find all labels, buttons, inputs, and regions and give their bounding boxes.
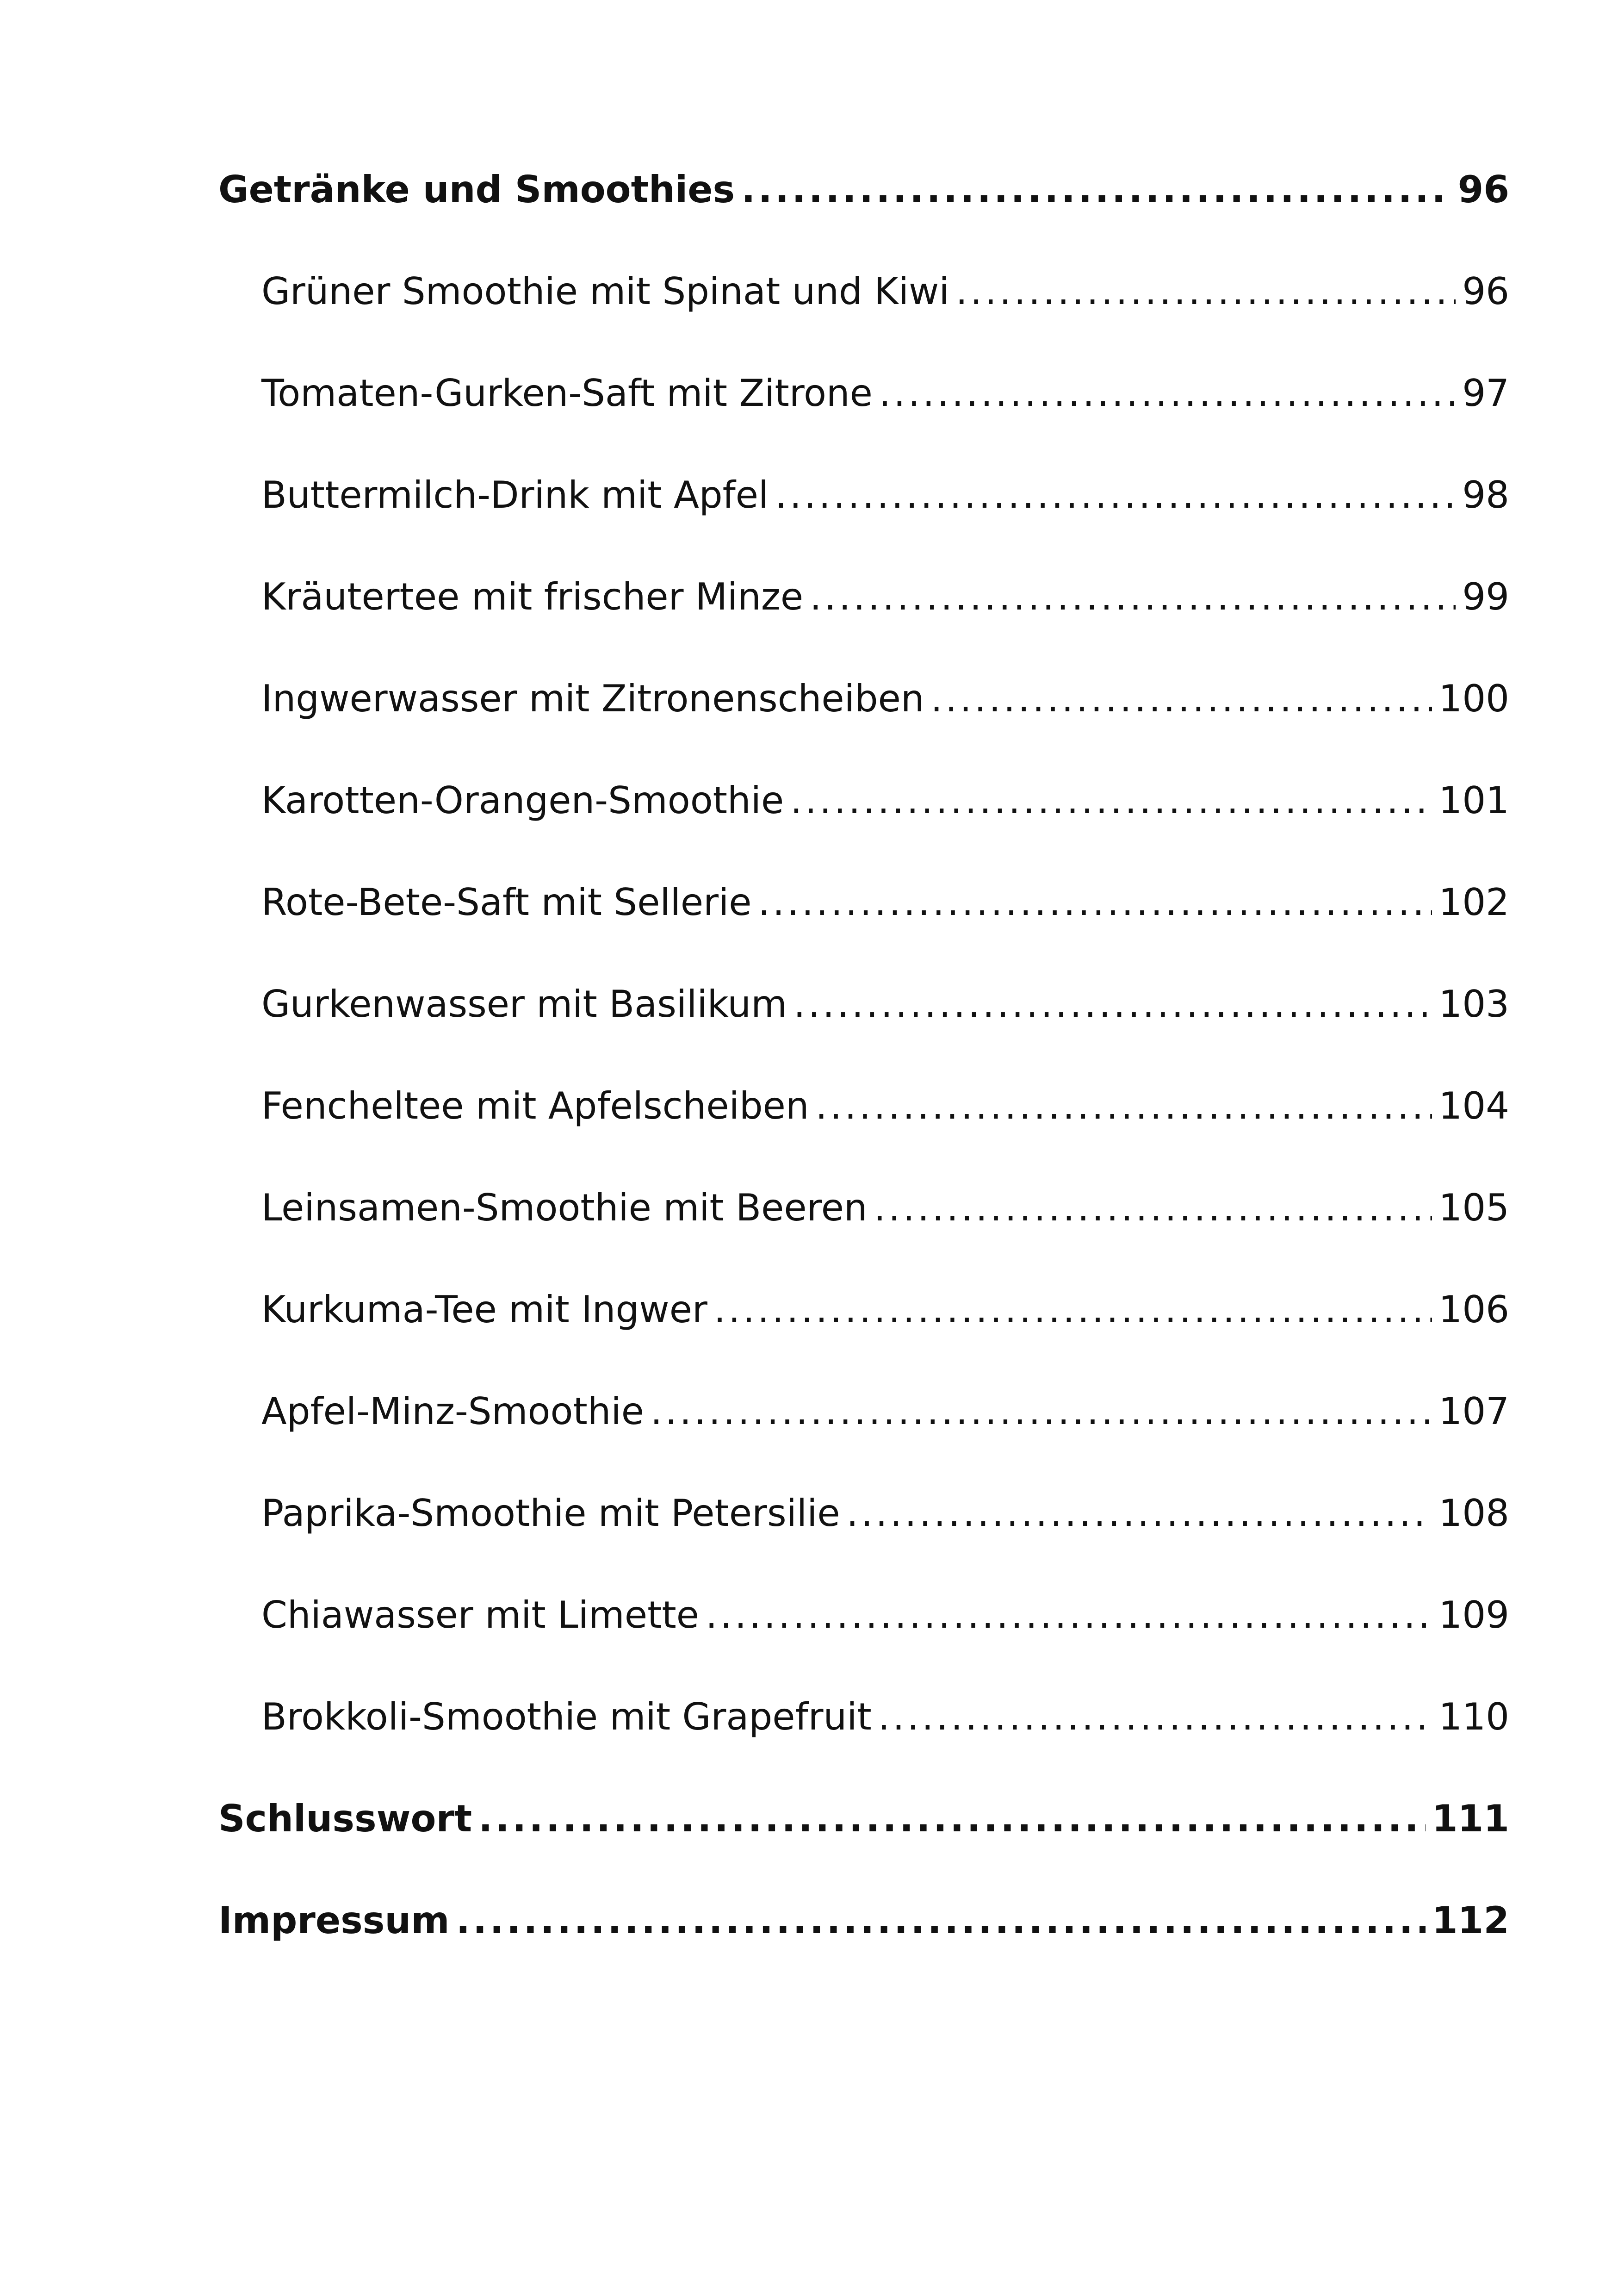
toc-entry-title: Chiawasser mit Limette bbox=[261, 1593, 700, 1636]
toc-section-entry bbox=[218, 1870, 1509, 1972]
toc-page-number: 109 bbox=[1438, 1593, 1509, 1636]
toc-dot-leader bbox=[956, 241, 1456, 342]
toc-entry-title: Tomaten-Gurken-Saft mit Zitrone bbox=[261, 372, 873, 415]
toc-page-number: 97 bbox=[1462, 372, 1509, 415]
toc-page-number: 111 bbox=[1432, 1797, 1509, 1840]
toc-subentry bbox=[218, 546, 1509, 648]
toc-subentry bbox=[218, 1259, 1509, 1361]
toc-dot-leader bbox=[879, 342, 1456, 444]
toc-dot-leader bbox=[874, 1157, 1432, 1259]
toc-subentry bbox=[218, 1157, 1509, 1259]
toc-dot-leader bbox=[758, 852, 1432, 953]
toc-subentry bbox=[218, 1361, 1509, 1462]
toc-subentry bbox=[218, 1055, 1509, 1157]
toc-entry-title: Apfel-Minz-Smoothie bbox=[261, 1390, 644, 1433]
toc-entry-title: Fencheltee mit Apfelscheiben bbox=[261, 1084, 809, 1127]
toc-entry-title: Impressum bbox=[218, 1899, 450, 1942]
toc-entry-title: Brokkoli-Smoothie mit Grapefruit bbox=[261, 1695, 872, 1738]
toc-section-entry bbox=[218, 1768, 1509, 1870]
toc-page-number: 103 bbox=[1438, 983, 1509, 1026]
toc-page-number: 105 bbox=[1438, 1186, 1509, 1229]
toc-dot-leader bbox=[456, 1870, 1426, 1972]
toc-page-number: 108 bbox=[1438, 1492, 1509, 1535]
toc-subentry bbox=[218, 953, 1509, 1055]
toc-subentry bbox=[218, 648, 1509, 750]
toc-dot-leader bbox=[847, 1462, 1432, 1564]
toc-entry-title: Kurkuma-Tee mit Ingwer bbox=[261, 1288, 707, 1331]
toc-subentry bbox=[218, 1462, 1509, 1564]
toc-page-number: 110 bbox=[1438, 1695, 1509, 1738]
toc-entry-title: Ingwerwasser mit Zitronenscheiben bbox=[261, 677, 924, 720]
toc-subentry bbox=[218, 241, 1509, 342]
toc-subentry bbox=[218, 750, 1509, 852]
toc-entry-title: Kräutertee mit frischer Minze bbox=[261, 575, 804, 618]
toc-page-number: 99 bbox=[1462, 575, 1509, 618]
toc-section-entry bbox=[218, 139, 1509, 241]
toc-page-number: 107 bbox=[1438, 1390, 1509, 1433]
toc-entry-title: Grüner Smoothie mit Spinat und Kiwi bbox=[261, 270, 949, 313]
toc-page-number: 112 bbox=[1432, 1899, 1509, 1942]
toc-page-number: 104 bbox=[1438, 1084, 1509, 1127]
toc-dot-leader bbox=[816, 1055, 1432, 1157]
toc-page-number: 106 bbox=[1438, 1288, 1509, 1331]
toc-entry-title: Gurkenwasser mit Basilikum bbox=[261, 983, 787, 1026]
toc-subentry bbox=[218, 444, 1509, 546]
table-of-contents bbox=[218, 139, 1509, 1972]
toc-subentry bbox=[218, 1666, 1509, 1768]
toc-dot-leader bbox=[651, 1361, 1432, 1462]
toc-entry-title: Buttermilch-Drink mit Apfel bbox=[261, 473, 769, 516]
toc-dot-leader bbox=[741, 139, 1451, 241]
toc-entry-title: Schlusswort bbox=[218, 1797, 472, 1840]
toc-dot-leader bbox=[878, 1666, 1432, 1768]
toc-page-number: 102 bbox=[1438, 881, 1509, 924]
toc-dot-leader bbox=[775, 444, 1456, 546]
toc-dot-leader bbox=[931, 648, 1432, 750]
toc-dot-leader bbox=[810, 546, 1456, 648]
toc-subentry bbox=[218, 852, 1509, 953]
toc-page-number: 101 bbox=[1438, 779, 1509, 822]
toc-entry-title: Karotten-Orangen-Smoothie bbox=[261, 779, 784, 822]
toc-subentry bbox=[218, 342, 1509, 444]
toc-dot-leader bbox=[714, 1259, 1432, 1361]
toc-dot-leader bbox=[478, 1768, 1426, 1870]
toc-entry-title: Leinsamen-Smoothie mit Beeren bbox=[261, 1186, 868, 1229]
toc-dot-leader bbox=[794, 953, 1432, 1055]
toc-page-number: 100 bbox=[1438, 677, 1509, 720]
toc-page-number: 96 bbox=[1457, 168, 1509, 211]
toc-page-number: 98 bbox=[1462, 473, 1509, 516]
toc-page-number: 96 bbox=[1462, 270, 1509, 313]
toc-entry-title: Paprika-Smoothie mit Petersilie bbox=[261, 1492, 840, 1535]
toc-entry-title: Rote-Bete-Saft mit Sellerie bbox=[261, 881, 752, 924]
toc-subentry bbox=[218, 1564, 1509, 1666]
toc-dot-leader bbox=[790, 750, 1432, 852]
toc-dot-leader bbox=[706, 1564, 1432, 1666]
toc-entry-title: Getränke und Smoothies bbox=[218, 168, 735, 211]
